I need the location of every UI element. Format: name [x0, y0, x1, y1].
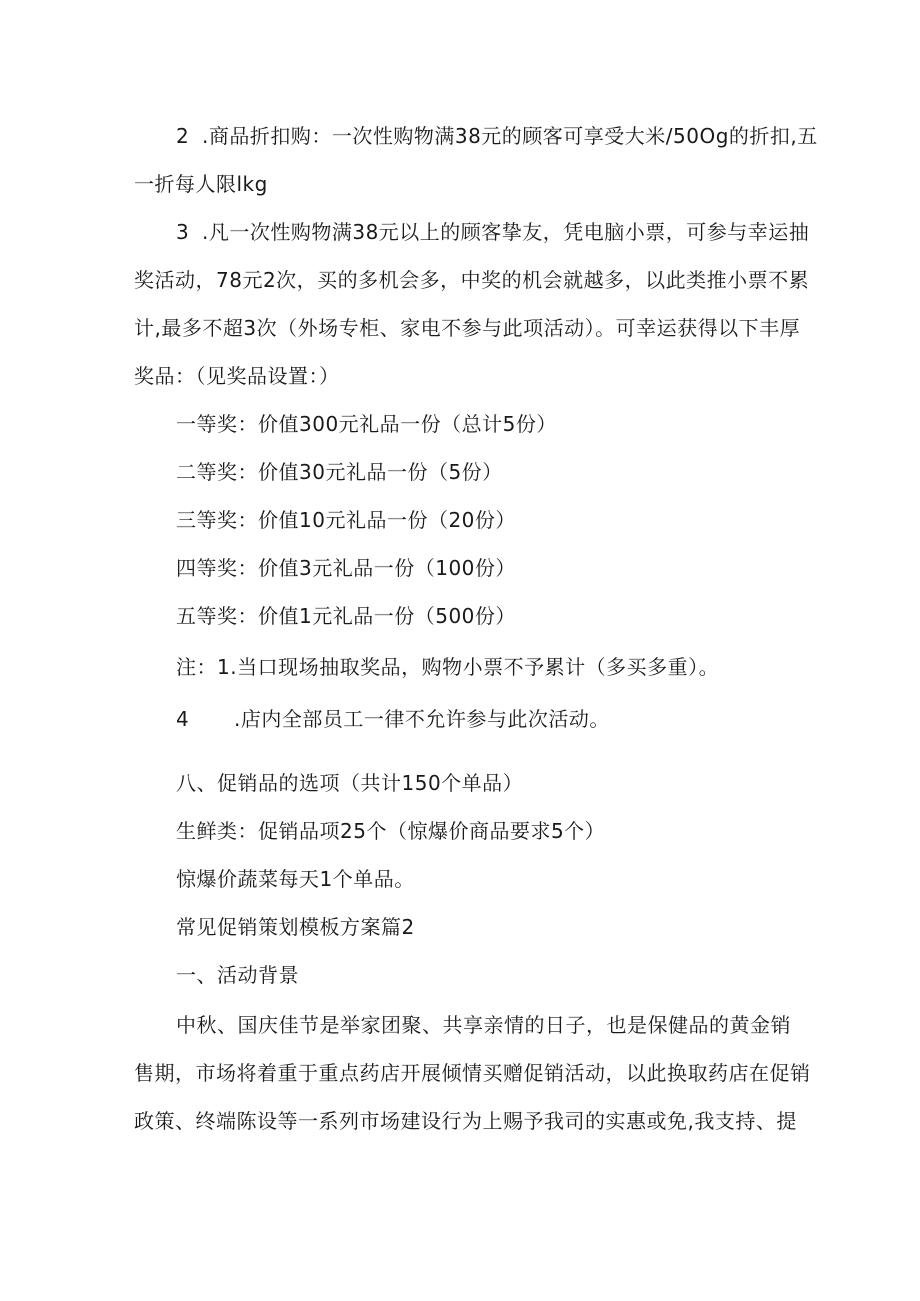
item-2-line-1 [176, 124, 818, 148]
item-number: 2 [176, 124, 190, 148]
item-3-line-4: 奖品：（见奖品设置：） [134, 364, 340, 388]
chapter-title: 常见促销策划模板方案篇2 [176, 915, 415, 939]
item-2-line-2: 一折每人限lkg [134, 172, 268, 196]
background-heading: 一、活动背景 [176, 963, 299, 987]
vegetable-note: 惊爆价蔬菜每天1个单品。 [176, 867, 415, 891]
paragraph-line-3: 政策、终端陈设等一系列市场建设行为上赐予我司的实惠或免,我支持、提 [134, 1109, 797, 1133]
section-8-heading: 八、促销品的选项（共计150个单品） [176, 771, 524, 795]
item-text: .商品折扣购：一次性购物满38元的顾客可享受大米/50Og的折扣,五 [202, 124, 818, 148]
item-number: 4 [176, 707, 190, 731]
prize-first: 一等奖：价值300元礼品一份（总计5份） [176, 412, 557, 436]
prize-note: 注：1.当口现场抽取奖品，购物小票不予累计（多买多重）。 [176, 655, 720, 679]
prize-second: 二等奖：价值30元礼品一份（5份） [176, 460, 503, 484]
prize-fifth: 五等奖：价值1元礼品一份（500份） [176, 604, 516, 628]
item-number: 3 [176, 220, 190, 244]
item-text: .凡一次性购物满38元以上的顾客挚友，凭电脑小票，可参与幸运抽 [202, 220, 810, 244]
prize-third: 三等奖：价值10元礼品一份（20份） [176, 508, 516, 532]
item-4 [176, 707, 610, 731]
paragraph-line-2: 售期，市场将着重于重点药店开展倾情买赠促销活动，以此换取药店在促销 [134, 1061, 811, 1085]
item-3-line-2: 奖活动，78元2次，买的多机会多，中奖的机会就越多，以此类推小票不累 [134, 268, 810, 292]
item-text: .店内全部员工一律不允许参与此次活动。 [234, 707, 610, 731]
item-3-line-3: 计,最多不超3次（外场专柜、家电不参与此项活动）。可幸运获得以下丰厚 [134, 316, 801, 340]
fresh-category: 生鲜类：促销品项25个（惊爆价商品要求5个） [176, 819, 606, 843]
paragraph-line-1: 中秋、国庆佳节是举家团聚、共享亲情的日子，也是保健品的黄金销 [176, 1013, 791, 1037]
prize-fourth: 四等奖：价值3元礼品一份（100份） [176, 556, 516, 580]
item-3-line-1 [176, 220, 809, 244]
